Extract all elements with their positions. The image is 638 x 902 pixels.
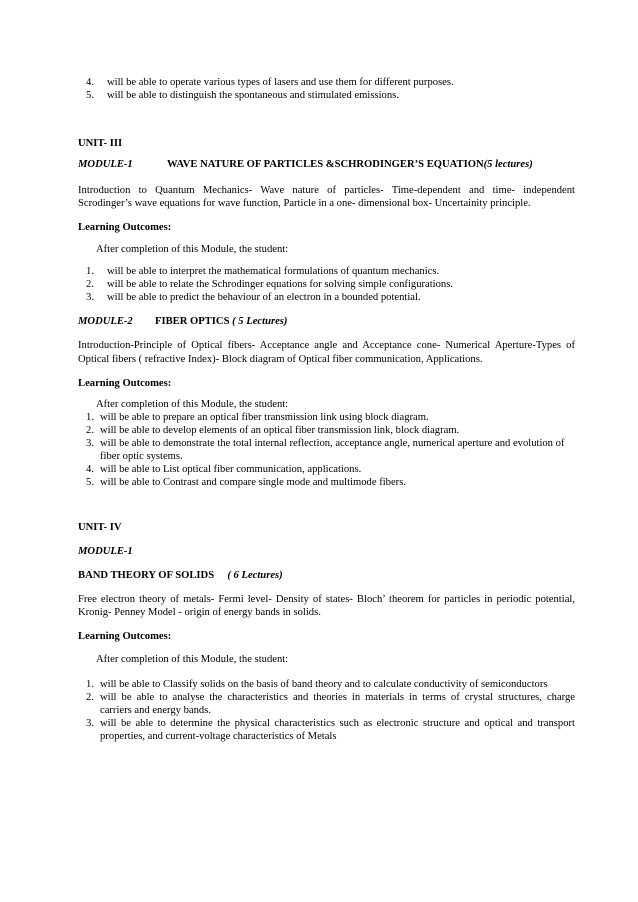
list-item: will be able to distinguish the spontaneous and stimulated emissions. (107, 90, 399, 101)
list-item: will be able to develop elements of an optical fiber transmission link, block diagram. (100, 425, 460, 436)
module-title: FIBER OPTICS ( 5 Lectures) (155, 316, 288, 327)
module-label: MODULE-1 (78, 546, 133, 557)
list-item-continuation: properties, and current-voltage characteristics of Metals (100, 731, 337, 742)
list-number: 1. (86, 412, 94, 423)
list-item: will be able to determine the physical characteristics such as electronic structure and optical and transport (100, 718, 575, 729)
learning-outcomes-heading: Learning Outcomes: (78, 631, 172, 642)
list-number: 1. (86, 679, 94, 690)
list-number: 2. (86, 425, 94, 436)
list-item-continuation: fiber optic systems. (100, 451, 183, 462)
unit-heading: UNIT- IV (78, 522, 122, 533)
list-item: will be able to predict the behaviour of an electron in a bounded potential. (107, 292, 421, 303)
unit-heading: UNIT- III (78, 138, 123, 149)
learning-outcomes-intro: After completion of this Module, the student: (96, 244, 289, 255)
list-number: 2. (86, 279, 94, 290)
module-intro-line: Optical fibers ( refractive Index)- Block diagram of Optical fiber communication, Applications. (78, 354, 483, 365)
module-label: MODULE-1 (78, 159, 133, 170)
list-item: will be able to List optical fiber communication, applications. (100, 464, 362, 475)
list-item-continuation: carriers and energy bands. (100, 705, 211, 716)
list-number: 5. (86, 90, 94, 101)
list-number: 3. (86, 292, 94, 303)
list-item: will be able to demonstrate the total internal reflection, acceptance angle, numerical aperture and evolution of (100, 438, 565, 449)
module-intro-line: Introduction-Principle of Optical fibers- Acceptance angle and Acceptance cone- Numerical Aperture-Types of (78, 340, 575, 351)
list-number: 4. (86, 77, 94, 88)
learning-outcomes-intro: After completion of this Module, the student: (96, 399, 289, 410)
module-intro-line: Introduction to Quantum Mechanics- Wave nature of particles- Time-dependent and time- independent (78, 185, 575, 196)
list-number: 3. (86, 718, 94, 729)
list-number: 3. (86, 438, 94, 449)
list-item: will be able to operate various types of lasers and use them for different purposes. (107, 77, 454, 88)
module-title: WAVE NATURE OF PARTICLES &SCHRODINGER’S EQUATION(5 lectures) (167, 159, 533, 170)
list-item: will be able to analyse the characteristics and theories in materials in terms of crystal structures, charge (100, 692, 575, 703)
module-intro-line: Kronig- Penney Model - origin of energy bands in solids. (78, 607, 321, 618)
list-item: will be able to Classify solids on the basis of band theory and to calculate conductivity of semiconductors (100, 679, 548, 690)
module-label: MODULE-2 (78, 316, 133, 327)
learning-outcomes-intro: After completion of this Module, the student: (96, 654, 289, 665)
list-item: will be able to relate the Schrodinger equations for solving simple configurations. (107, 279, 453, 290)
module-title: BAND THEORY OF SOLIDS ( 6 Lectures) (78, 570, 283, 581)
list-item: will be able to interpret the mathematical formulations of quantum mechanics. (107, 266, 440, 277)
list-number: 2. (86, 692, 94, 703)
module-intro-line: Free electron theory of metals- Fermi level- Density of states- Bloch’ theorem for particles in periodic potential, (78, 594, 575, 605)
module-intro-line: Scrodinger’s wave equations for wave function, Particle in a one- dimensional box- Uncertainity principle. (78, 198, 531, 209)
learning-outcomes-heading: Learning Outcomes: (78, 222, 172, 233)
learning-outcomes-heading: Learning Outcomes: (78, 378, 172, 389)
list-item: will be able to prepare an optical fiber transmission link using block diagram. (100, 412, 429, 423)
list-number: 5. (86, 477, 94, 488)
list-number: 1. (86, 266, 94, 277)
list-number: 4. (86, 464, 94, 475)
list-item: will be able to Contrast and compare single mode and multimode fibers. (100, 477, 406, 488)
